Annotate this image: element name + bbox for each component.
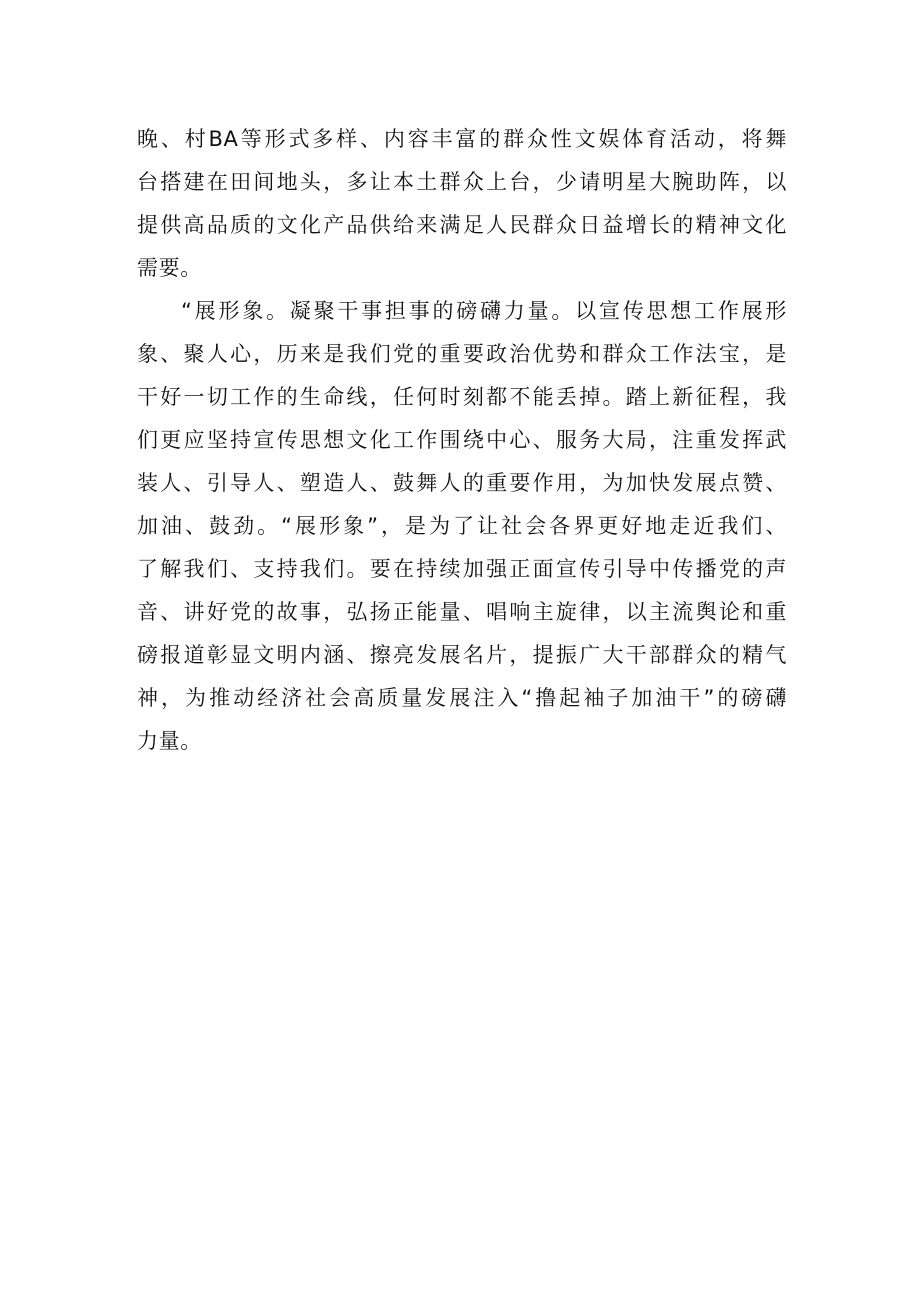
paragraph-2-line-2: 象、聚人心，历来是我们党的重要政治优势和群众工作法宝，是 (137, 342, 787, 366)
paragraph-1-line-4: 需要。 (137, 256, 202, 280)
paragraph-2-line-3: 干好一切工作的生命线，任何时刻都不能丢掉。踏上新征程，我 (137, 385, 787, 409)
paragraph-1 (137, 118, 787, 290)
paragraph-2 (137, 290, 787, 763)
paragraph-1-line-2: 台搭建在田间地头，多让本土群众上台，少请明星大腕助阵，以 (137, 170, 787, 194)
paragraph-2-line-1: “展形象。凝聚干事担事的磅礴力量。以宣传思想工作展形 (181, 299, 787, 323)
paragraph-2-line-11: 力量。 (137, 729, 202, 753)
paragraph-2-line-10: 神，为推动经济社会高质量发展注入“撸起袖子加油干”的磅礴 (137, 686, 787, 710)
document-body (137, 118, 787, 763)
paragraph-2-line-8: 音、讲好党的故事，弘扬正能量、唱响主旋律，以主流舆论和重 (137, 600, 787, 624)
paragraph-2-line-4: 们更应坚持宣传思想文化工作围绕中心、服务大局，注重发挥武 (137, 428, 787, 452)
paragraph-2-line-5: 装人、引导人、塑造人、鼓舞人的重要作用，为加快发展点赞、 (137, 471, 787, 495)
paragraph-1-line-1: 晚、村BA等形式多样、内容丰富的群众性文娱体育活动，将舞 (137, 127, 787, 151)
paragraph-2-line-6: 加油、鼓劲。“展形象”，是为了让社会各界更好地走近我们、 (137, 514, 787, 538)
paragraph-1-line-3: 提供高品质的文化产品供给来满足人民群众日益增长的精神文化 (137, 213, 787, 237)
paragraph-2-line-7: 了解我们、支持我们。要在持续加强正面宣传引导中传播党的声 (137, 557, 787, 581)
paragraph-2-line-9: 磅报道彰显文明内涵、擦亮发展名片，提振广大干部群众的精气 (137, 643, 787, 667)
